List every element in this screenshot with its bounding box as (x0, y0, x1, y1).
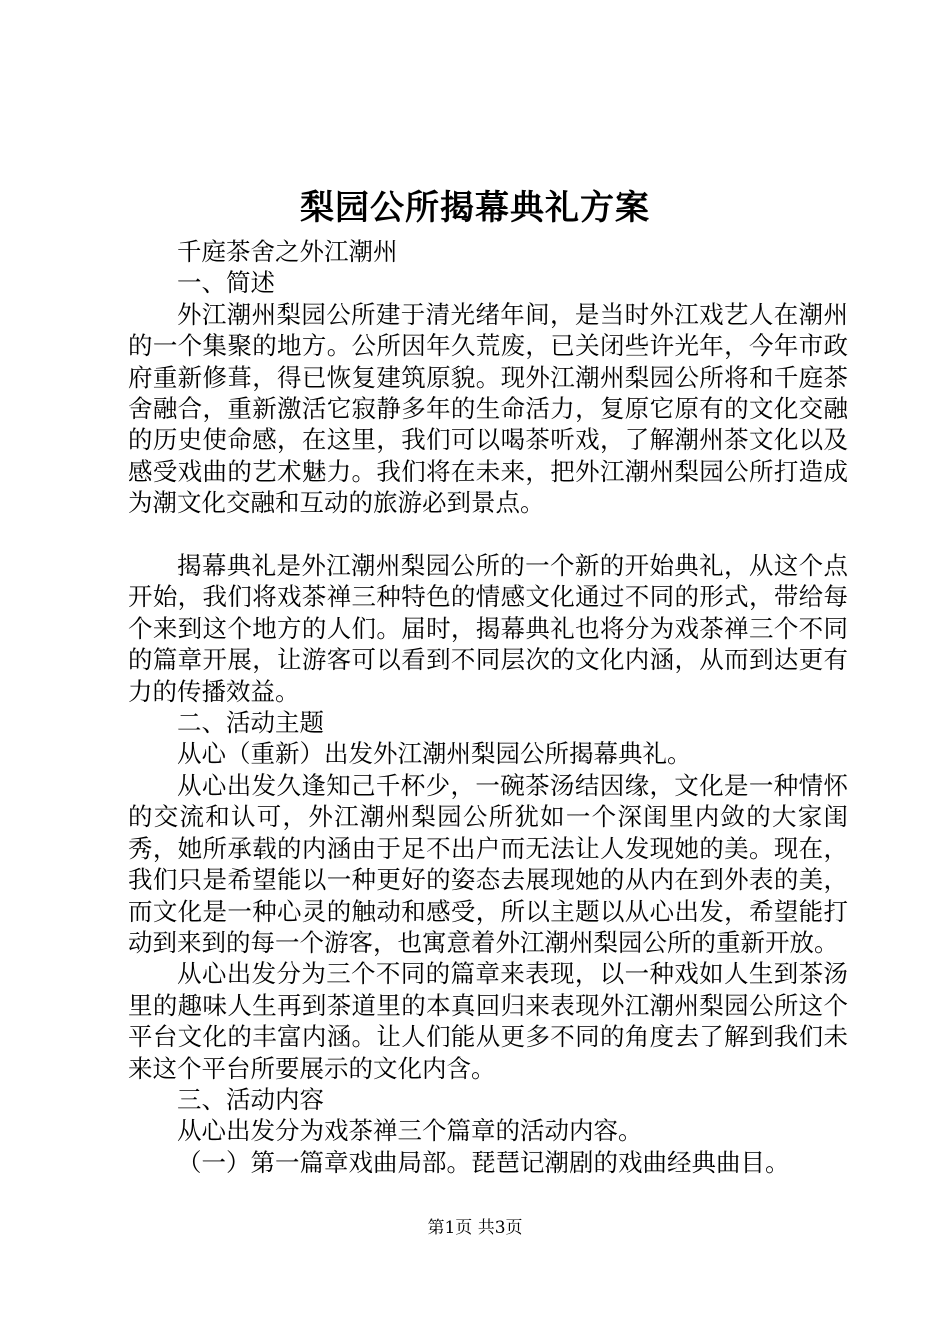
paragraph-spacer (128, 519, 848, 550)
overview-paragraph-1: 外江潮州梨园公所建于清光绪年间，是当时外江戏艺人在潮州的一个集聚的地方。公所因年久荒废，已关闭些许光年，今年市政府重新修葺，得已恢复建筑原貌。现外江潮州梨园公所将和千庭茶舍融合，重新激活它寂静多年的生命活力，复原它原有的文化交融的历史使命感，在这里，我们可以喝茶听戏，了解潮州茶文化以及感受戏曲的艺术魅力。我们将在未来，把外江潮州梨园公所打造成为潮文化交融和互动的旅游必到景点。 (128, 299, 848, 518)
overview-paragraph-2: 揭幕典礼是外江潮州梨园公所的一个新的开始典礼，从这个点开始，我们将戏茶禅三种特色的情感文化通过不同的形式，带给每个来到这个地方的人们。届时，揭幕典礼也将分为戏茶禅三个不同的篇章开展，让游客可以看到不同层次的文化内涵，从而到达更有力的传播效益。 (128, 551, 848, 706)
document-body (128, 236, 848, 1178)
section-heading-theme: 二、活动主题 (177, 708, 324, 738)
theme-paragraph-1: 从心（重新）出发外江潮州梨园公所揭幕典礼。 (177, 739, 692, 769)
section-heading-overview: 一、简述 (177, 268, 275, 298)
theme-paragraph-2: 从心出发久逢知己千杯少，一碗茶汤结因缘，文化是一种情怀的交流和认可，外江潮州梨园公所犹如一个深闺里内敛的大家闺秀，她所承载的内涵由于足不出户而无法让人发现她的美。现在，我们只是希望能以一种更好的姿态去展现她的从内在到外表的美，而文化是一种心灵的触动和感受，所以主题以从心出发，希望能打动到来到的每一个游客，也寓意着外江潮州梨园公所的重新开放。 (128, 770, 848, 957)
content-item-1: （一）第一篇章戏曲局部。琵琶记潮剧的戏曲经典曲目。 (177, 1147, 790, 1177)
subtitle-paragraph: 千庭茶舍之外江潮州 (177, 237, 398, 266)
theme-paragraph-3: 从心出发分为三个不同的篇章来表现，以一种戏如人生到茶汤里的趣味人生再到茶道里的本真回归来表现外江潮州梨园公所这个平台文化的丰富内涵。让人们能从更多不同的角度去了解到我们未来这个平台所要展示的文化内含。 (128, 959, 848, 1083)
page-footer: 第1页 共3页 (427, 1218, 523, 1238)
section-heading-content: 三、活动内容 (177, 1084, 324, 1114)
document-title: 梨园公所揭幕典礼方案 (300, 188, 650, 228)
content-paragraph-1: 从心出发分为戏茶禅三个篇章的活动内容。 (177, 1116, 643, 1146)
